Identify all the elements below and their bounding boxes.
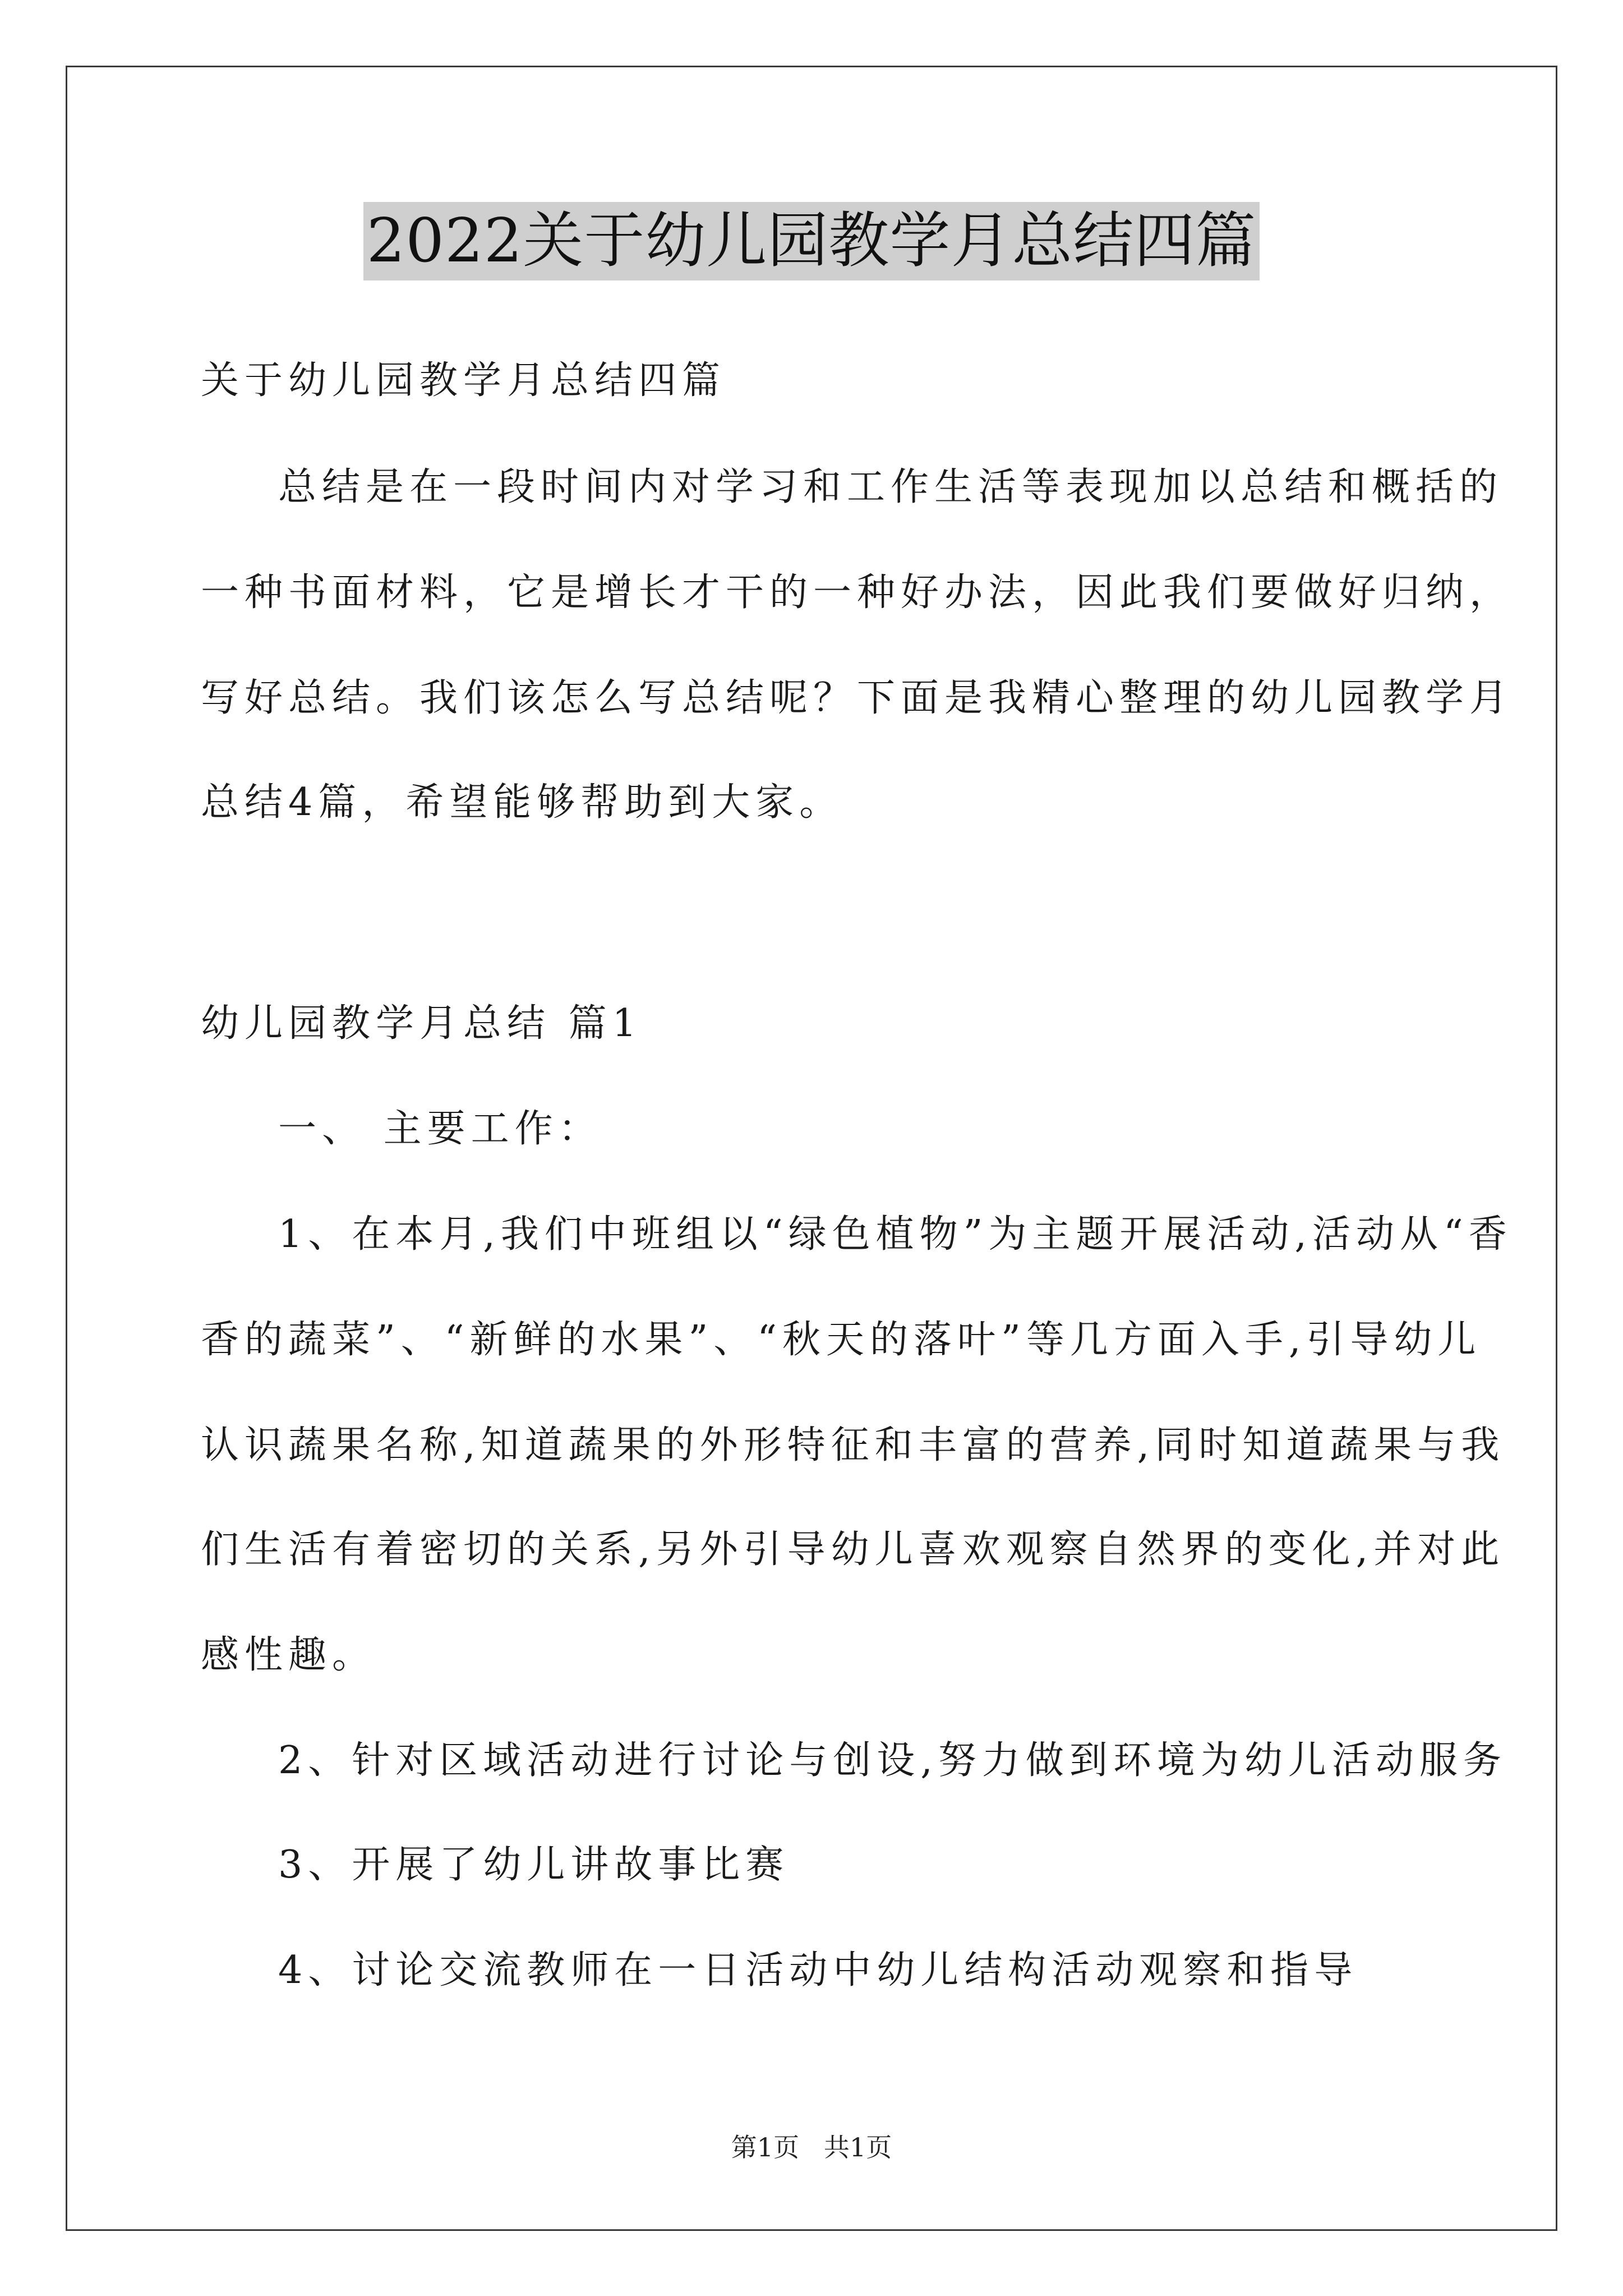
item2-line: 2、针对区域活动进行讨论与创设,努力做到环境为幼儿活动服务 [278, 1738, 1507, 1783]
intro-line-4: 总结4篇，希望能够帮助到大家。 [201, 780, 843, 825]
title-container [0, 202, 1623, 280]
intro-line-3: 写好总结。我们该怎么写总结呢？下面是我精心整理的幼儿园教学月 [201, 676, 1514, 720]
intro-line-2: 一种书面材料，它是增长才干的一种好办法，因此我们要做好归纳， [201, 570, 1514, 615]
section-subheading: 一、 主要工作： [278, 1107, 602, 1151]
item1-line-4: 们生活有着密切的关系,另外引导幼儿喜欢观察自然界的变化,并对此 [201, 1527, 1505, 1572]
intro-line-1: 总结是在一段时间内对学习和工作生活等表现加以总结和概括的 [278, 465, 1504, 509]
item1-line-3: 认识蔬果名称,知道蔬果的外形特征和丰富的营养,同时知道蔬果与我 [201, 1423, 1505, 1467]
document-subtitle: 关于幼儿园教学月总结四篇 [201, 358, 726, 403]
item4-line: 4、讨论交流教师在一日活动中幼儿结构活动观察和指导 [278, 1948, 1358, 1993]
item1-line-2: 香的蔬菜”、“新鲜的水果”、“秋天的落叶”等几方面入手,引导幼儿 [201, 1318, 1482, 1362]
item1-line-5: 感性趣。 [201, 1633, 376, 1677]
document-title: 2022关于幼儿园教学月总结四篇 [363, 202, 1260, 280]
item1-line-1: 1、在本月,我们中班组以“绿色植物”为主题开展活动,活动从“香 [278, 1212, 1513, 1257]
section-heading: 幼儿园教学月总结 篇1 [201, 1001, 642, 1046]
page-footer: 第1页 共1页 [731, 2132, 892, 2162]
item3-line: 3、开展了幼儿讲故事比赛 [278, 1843, 790, 1887]
